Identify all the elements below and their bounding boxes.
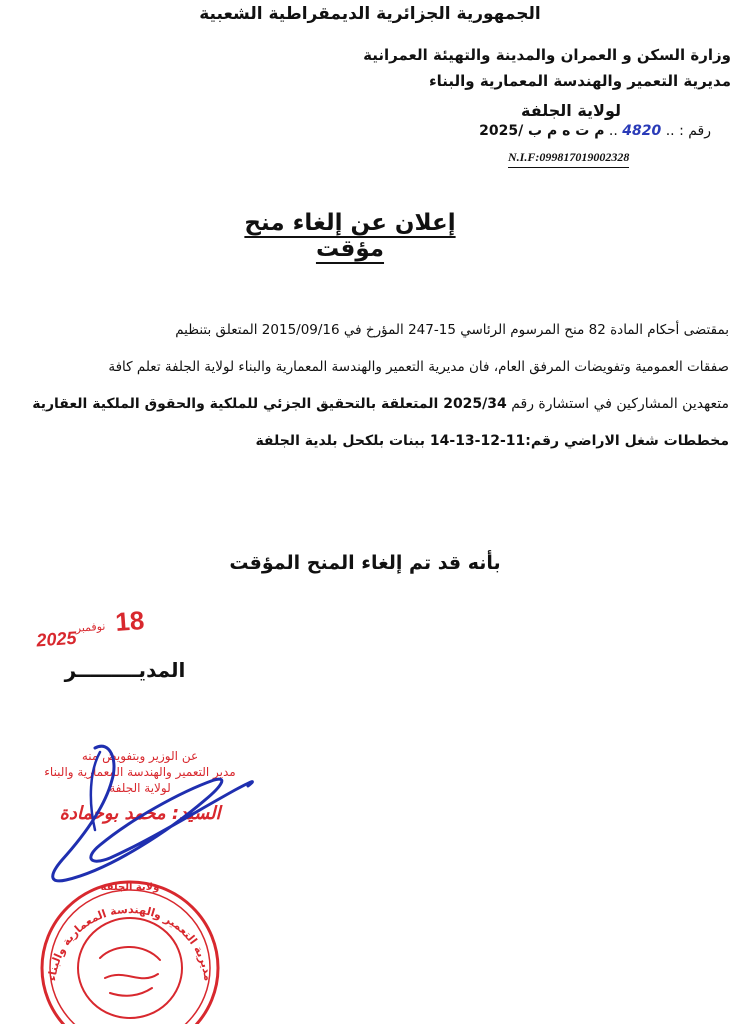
body-line-3-prefix: متعهدين المشاركين في استشارة رقم (506, 396, 729, 412)
body-line-3 (9, 386, 729, 423)
reference-code: م ت ه م ب /2025 (479, 123, 605, 139)
body-line-4: مخططات شغل الاراضي رقم:11-12-13-14 ببنات بلكحل بلدية الجلفة (255, 433, 729, 449)
republic-heading: الجمهورية الجزائرية الديمقراطية الشعبية (199, 4, 541, 24)
directorate-name: مديرية التعمير والهندسة المعمارية والبناء (428, 72, 731, 90)
seal-top-text: ولاية الجلفة (100, 882, 160, 893)
reference-number: 4820 (622, 123, 662, 139)
body-paragraph (9, 312, 729, 460)
delegation-line-1: عن الوزير وبتفويض منه (81, 749, 199, 763)
seal-ring-path-text: مديرية التعمير والهندسة المعمارية والبناء (45, 902, 215, 982)
date-stamp-day: 18 (114, 604, 146, 637)
official-seal (30, 868, 230, 1024)
reference-label: رقم : (679, 123, 711, 139)
reference-dots: .. (665, 123, 675, 139)
nif-number: N.I.F:099817019002328 (508, 150, 629, 168)
outcome-statement: بأنه قد تم إلغاء المنح المؤقت (229, 552, 501, 574)
date-stamp-year: 2025 (35, 627, 78, 651)
body-line-3-bold: 2025/34 المتعلقة بالتحقيق الجزئي للملكية والحقوق الملكية العقارية (32, 396, 507, 412)
date-stamp-month: نوفمبر (75, 619, 106, 635)
delegation-stamp (20, 748, 260, 822)
delegation-line-2: مدير التعمير والهندسة المعمارية والبناء (44, 765, 236, 779)
body-line-2: صفقات العمومية وتفويضات المرفق العام، فان مديرية التعمير والهندسة المعمارية والبناء لولاية الجلفة تعلم كافة (108, 359, 729, 375)
delegation-name: السيد: محمد بوحمادة (59, 803, 221, 824)
reference-line (479, 123, 711, 139)
delegation-line-3: لولاية الجلفة (109, 781, 171, 795)
date-stamp (34, 604, 167, 661)
reference-dots-2: .. (608, 123, 618, 139)
director-title: المديـــــــــر (64, 658, 186, 682)
ministry-name: وزارة السكن و العمران والمدينة والتهيئة العمرانية (363, 46, 731, 64)
document-title: إعلان عن إلغاء منح مؤقت (244, 210, 456, 262)
province-name: لولاية الجلفة (520, 101, 621, 120)
body-line-1: بمقتضى أحكام المادة 82 منح المرسوم الرئاسي 15-247 المؤرخ في 2015/09/16 المتعلق بتنظيم (175, 322, 729, 338)
